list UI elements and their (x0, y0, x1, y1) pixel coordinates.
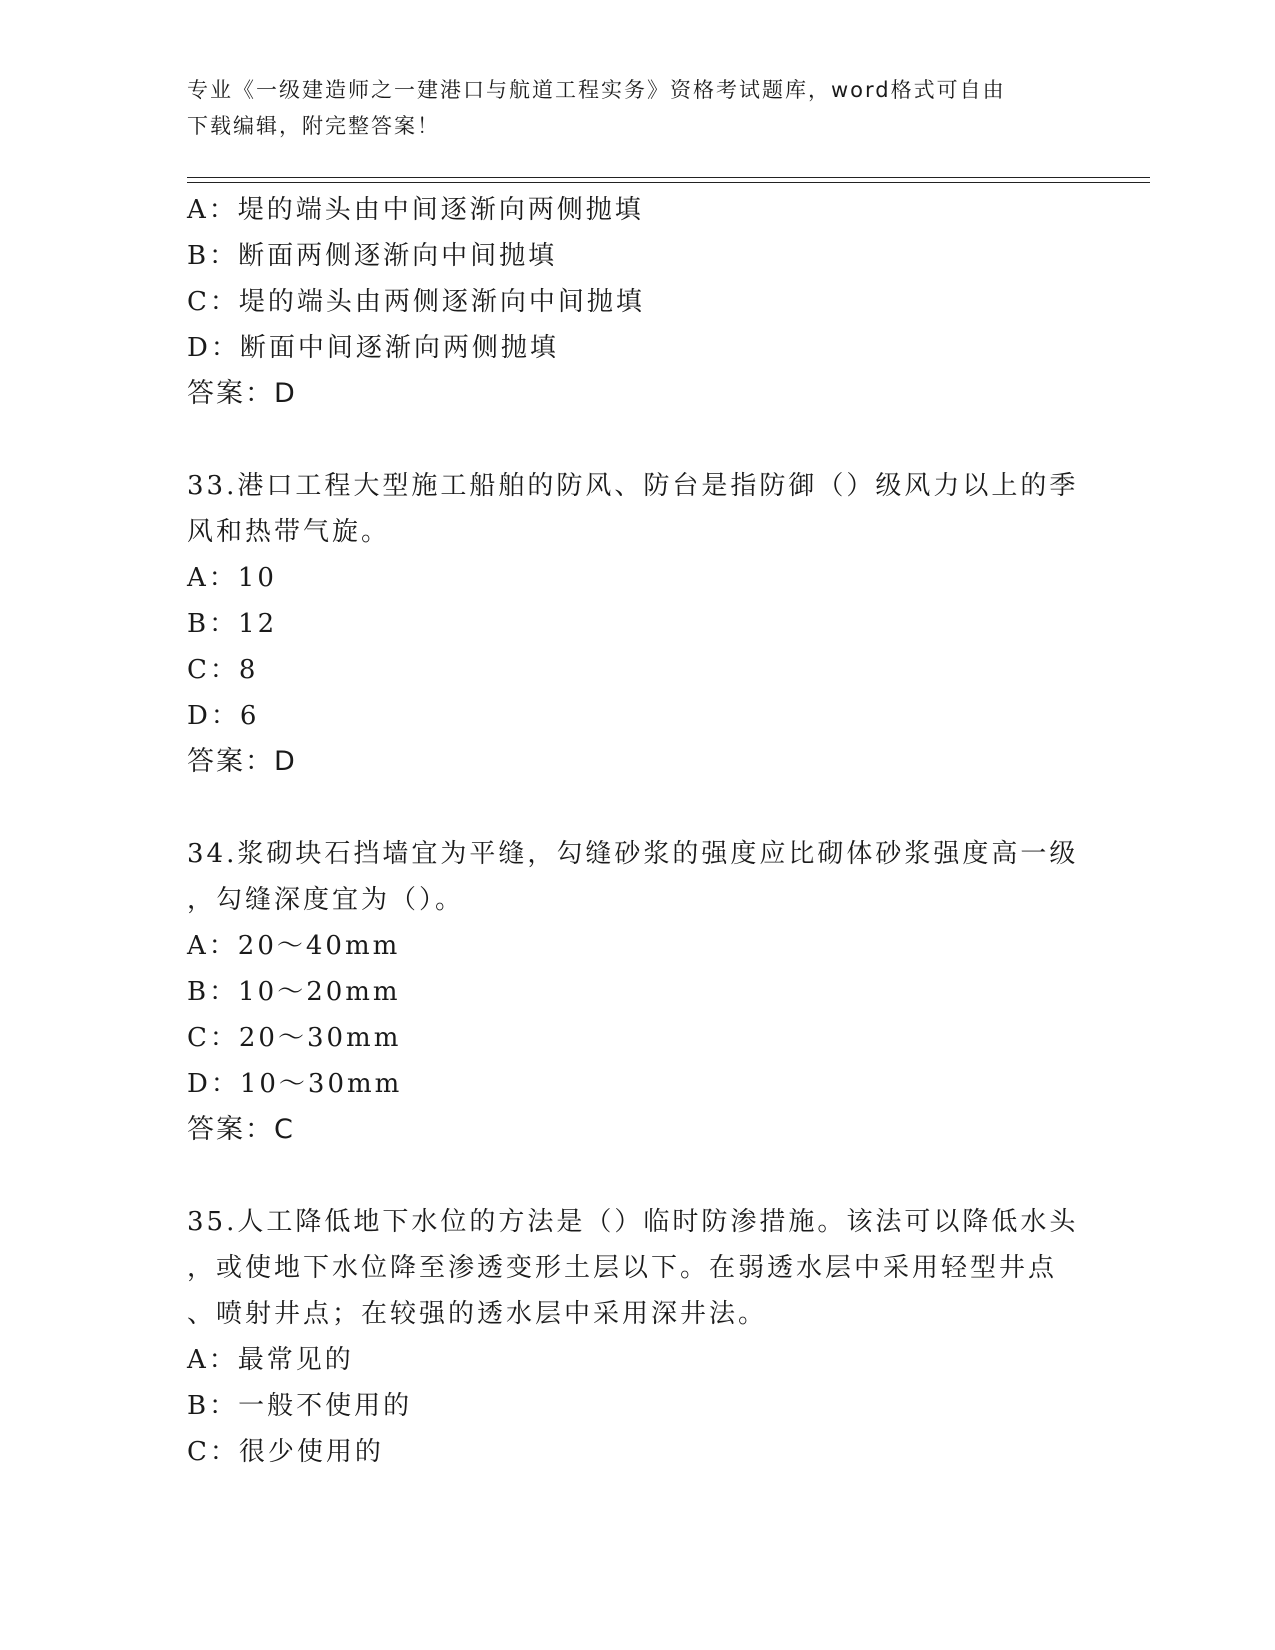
answer-label: 答案：D (187, 746, 297, 777)
option-b: B：10～20mm (187, 977, 401, 1007)
question-32 (187, 187, 1087, 417)
header-line-2: 下载编辑，附完整答案！ (187, 114, 440, 138)
option-d: D：断面中间逐渐向两侧抛填 (187, 333, 559, 363)
option-b: B：一般不使用的 (187, 1391, 413, 1421)
option-c: C：堤的端头由两侧逐渐向中间抛填 (187, 287, 645, 317)
document-header (187, 72, 1087, 144)
question-stem-line: 35.人工降低地下水位的方法是（）临时防渗措施。该法可以降低水头 (187, 1207, 1079, 1237)
question-spacer (187, 785, 1087, 831)
header-line-1: 专业《一级建造师之一建港口与航道工程实务》资格考试题库，word格式可自由 (187, 78, 1006, 102)
question-stem-line: 风和热带气旋。 (187, 517, 391, 547)
question-stem-line: 34.浆砌块石挡墙宜为平缝，勾缝砂浆的强度应比砌体砂浆强度高一级 (187, 839, 1079, 869)
question-stem-line: 33.港口工程大型施工船舶的防风、防台是指防御（）级风力以上的季 (187, 471, 1079, 501)
option-a: A：10 (187, 563, 277, 593)
option-c: C：8 (187, 655, 259, 685)
question-33 (187, 463, 1087, 785)
option-a: A：最常见的 (187, 1345, 354, 1375)
option-a: A：20～40mm (187, 931, 401, 961)
answer-label: 答案：C (187, 1114, 295, 1145)
question-35 (187, 1199, 1087, 1475)
option-c: C：20～30mm (187, 1023, 402, 1053)
answer-label: 答案：D (187, 378, 297, 409)
question-list (187, 187, 1087, 1475)
question-stem-line: ，或使地下水位降至渗透变形土层以下。在弱透水层中采用轻型井点 (187, 1253, 1058, 1283)
option-b: B：断面两侧逐渐向中间抛填 (187, 241, 558, 271)
option-b: B：12 (187, 609, 278, 639)
header-divider-bottom (187, 182, 1150, 183)
question-spacer (187, 1153, 1087, 1199)
header-divider-top (187, 177, 1150, 178)
option-c: C：很少使用的 (187, 1437, 384, 1467)
question-34 (187, 831, 1087, 1153)
question-stem-line: ，勾缝深度宜为（）。 (187, 885, 465, 915)
option-d: D：10～30mm (187, 1069, 403, 1099)
option-d: D：6 (187, 701, 260, 731)
option-a: A：堤的端头由中间逐渐向两侧抛填 (187, 195, 644, 225)
question-spacer (187, 417, 1087, 463)
question-stem-line: 、喷射井点；在较强的透水层中采用深井法。 (187, 1299, 768, 1329)
